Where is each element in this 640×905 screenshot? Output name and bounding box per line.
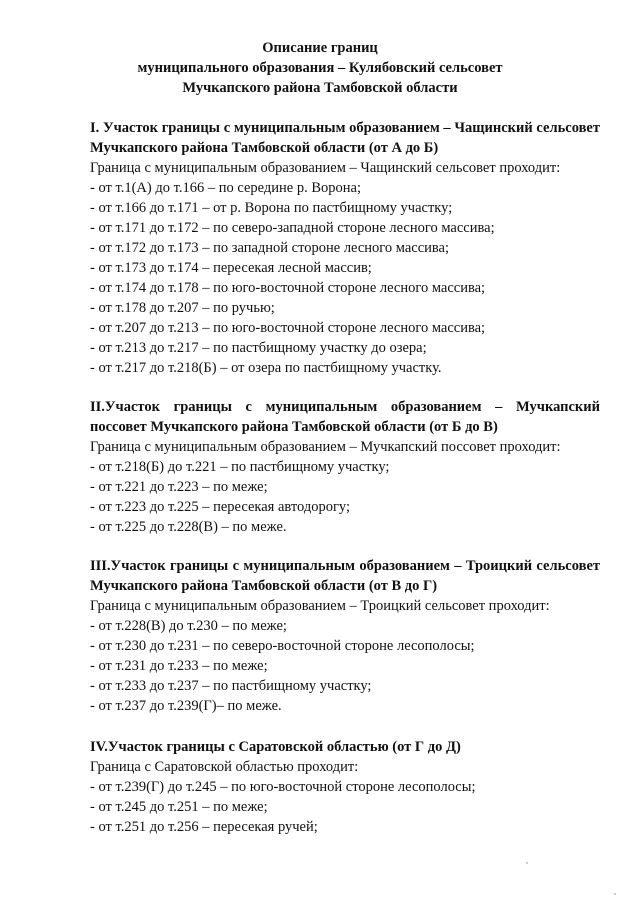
section-1-item: - от т.1(А) до т.166 – по середине р. Ворона;: [90, 180, 362, 196]
header-line-3: Мучкапского района Тамбовской области: [182, 80, 458, 96]
section-1-title: I. Участок границы с муниципальным образованием – Чащинский сельсовет Мучкапского района Тамбовской области (от А до Б): [90, 120, 600, 156]
section-3-item: - от т.233 до т.237 – по пастбищному участку;: [90, 678, 372, 694]
section-1-item: - от т.173 до т.174 – пересекая лесной массив;: [90, 260, 372, 276]
section-1-item: - от т.172 до т.173 – по западной стороне лесного массива;: [90, 240, 450, 256]
section-2-item: - от т.218(Б) до т.221 – по пастбищному участку;: [90, 459, 390, 475]
section-4: [90, 737, 600, 837]
section-2-title: II.Участок границы с муниципальным образованием – Мучкапский поссовет Мучкапского района Тамбовской области (от Б до В): [90, 399, 600, 435]
scan-speck: [526, 862, 528, 864]
section-4-item: - от т.251 до т.256 – пересекая ручей;: [90, 819, 318, 835]
section-2-item: - от т.223 до т.225 – пересекая автодорогу;: [90, 499, 351, 515]
section-4-item: - от т.239(Г) до т.245 – по юго-восточной стороне лесополосы;: [90, 779, 476, 795]
section-3-item: - от т.228(В) до т.230 – по меже;: [90, 618, 287, 634]
section-3-item: - от т.237 до т.239(Г)– по меже.: [90, 698, 282, 714]
section-1-item: - от т.213 до т.217 – по пастбищному участку до озера;: [90, 340, 427, 356]
section-4-title: IV.Участок границы с Саратовской областью (от Г до Д): [90, 739, 461, 755]
section-3-item: - от т.231 до т.233 – по меже;: [90, 658, 268, 674]
header-line-1: Описание границ: [262, 40, 378, 56]
section-1-item: - от т.207 до т.213 – по юго-восточной стороне лесного массива;: [90, 320, 486, 336]
section-1-intro: Граница с муниципальным образованием – Чащинский сельсовет проходит:: [90, 160, 561, 176]
section-1-item: - от т.217 до т.218(Б) – от озера по пастбищному участку.: [90, 360, 442, 376]
section-3-intro: Граница с муниципальным образованием – Троицкий сельсовет проходит:: [90, 598, 550, 614]
section-4-item: - от т.245 до т.251 – по меже;: [90, 799, 268, 815]
section-3: [90, 556, 600, 716]
section-3-item: - от т.230 до т.231 – по северо-восточной стороне лесополосы;: [90, 638, 475, 654]
header-line-2: муниципального образования – Кулябовский сельсовет: [137, 60, 503, 76]
scan-speck: [614, 893, 616, 895]
section-1: [90, 118, 600, 378]
section-1-item: - от т.178 до т.207 – по ручью;: [90, 300, 275, 316]
document-header: [0, 38, 640, 98]
section-1-item: - от т.166 до т.171 – от р. Ворона по пастбищному участку;: [90, 200, 453, 216]
section-4-intro: Граница с Саратовской областью проходит:: [90, 759, 359, 775]
section-1-item: - от т.171 до т.172 – по северо-западной стороне лесного массива;: [90, 220, 495, 236]
section-2-item: - от т.221 до т.223 – по меже;: [90, 479, 268, 495]
section-2-item: - от т.225 до т.228(В) – по меже.: [90, 519, 287, 535]
section-2-intro: Граница с муниципальным образованием – Мучкапский поссовет проходит:: [90, 439, 561, 455]
section-1-item: - от т.174 до т.178 – по юго-восточной стороне лесного массива;: [90, 280, 486, 296]
section-2: [90, 397, 600, 537]
section-3-title: III.Участок границы с муниципальным образованием – Троицкий сельсовет Мучкапского района Тамбовской области (от В до Г): [90, 558, 600, 594]
